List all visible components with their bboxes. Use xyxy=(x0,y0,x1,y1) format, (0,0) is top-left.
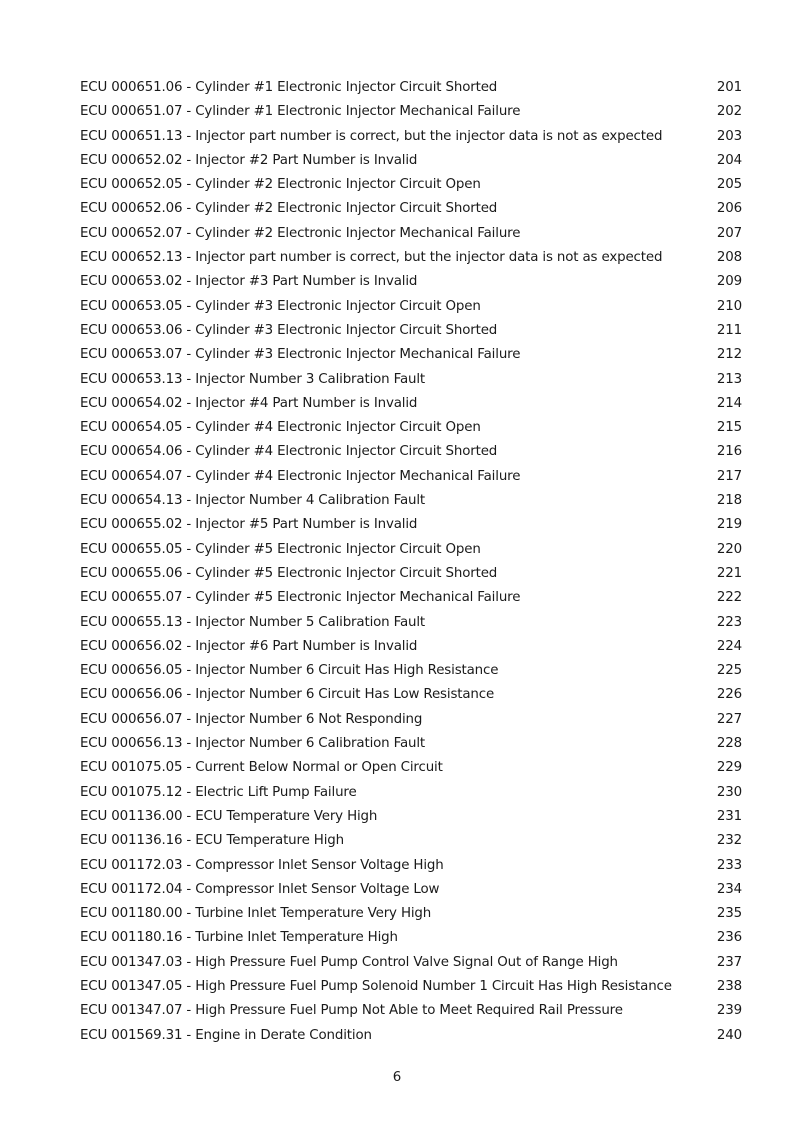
toc-entry-title: ECU 001136.00 - ECU Temperature Very High xyxy=(80,808,378,824)
toc-entry-page: 222 xyxy=(716,590,742,606)
toc-entry[interactable] xyxy=(80,635,742,659)
toc-entry-title: ECU 000652.06 - Cylinder #2 Electronic Injector Circuit Shorted xyxy=(80,201,498,217)
toc-entry-page: 214 xyxy=(716,395,742,411)
toc-entry-page: 237 xyxy=(716,954,742,970)
toc-entry[interactable] xyxy=(80,708,742,732)
toc-entry[interactable] xyxy=(80,368,742,392)
toc-entry-page: 213 xyxy=(716,371,742,387)
toc-entry-page: 225 xyxy=(716,663,742,679)
toc-entry[interactable] xyxy=(80,902,742,926)
toc-entry-page: 204 xyxy=(716,152,742,168)
toc-entry-title: ECU 000651.06 - Cylinder #1 Electronic Injector Circuit Shorted xyxy=(80,80,498,95)
toc-entry-title: ECU 000656.06 - Injector Number 6 Circuit Has Low Resistance xyxy=(80,687,495,703)
toc-entry[interactable] xyxy=(80,489,742,513)
toc-entry[interactable] xyxy=(80,319,742,343)
toc-entry-title: ECU 000653.02 - Injector #3 Part Number is Invalid xyxy=(80,274,418,290)
toc-entry-title: ECU 001172.04 - Compressor Inlet Sensor Voltage Low xyxy=(80,881,440,897)
toc-entry-page: 202 xyxy=(716,104,742,120)
toc-entry[interactable] xyxy=(80,829,742,853)
toc-entry[interactable] xyxy=(80,465,742,489)
toc-entry[interactable] xyxy=(80,611,742,635)
toc-entry-title: ECU 000652.07 - Cylinder #2 Electronic Injector Mechanical Failure xyxy=(80,225,521,241)
toc-entry-title: ECU 000653.06 - Cylinder #3 Electronic Injector Circuit Shorted xyxy=(80,322,498,338)
toc-entry-page: 235 xyxy=(716,906,742,922)
toc-entry-page: 210 xyxy=(716,298,742,314)
page-number: 6 xyxy=(392,1070,402,1085)
toc-entry-page: 203 xyxy=(716,128,742,144)
toc-entry-title: ECU 000651.07 - Cylinder #1 Electronic Injector Mechanical Failure xyxy=(80,104,521,120)
toc-entry[interactable] xyxy=(80,392,742,416)
toc-entry-title: ECU 001347.07 - High Pressure Fuel Pump Not Able to Meet Required Rail Pressure xyxy=(80,1003,623,1019)
toc-entry-page: 234 xyxy=(716,881,742,897)
toc-entry[interactable] xyxy=(80,756,742,780)
toc-entry-title: ECU 000652.05 - Cylinder #2 Electronic Injector Circuit Open xyxy=(80,177,481,193)
toc-entry-title: ECU 001075.12 - Electric Lift Pump Failure xyxy=(80,784,357,800)
toc-entry-title: ECU 000655.05 - Cylinder #5 Electronic Injector Circuit Open xyxy=(80,541,481,557)
toc-entry[interactable] xyxy=(80,683,742,707)
toc-entry-title: ECU 000655.07 - Cylinder #5 Electronic Injector Mechanical Failure xyxy=(80,590,521,606)
toc-entry[interactable] xyxy=(80,197,742,221)
toc-entry-page: 219 xyxy=(716,517,742,533)
toc-entry-page: 201 xyxy=(716,80,742,95)
toc-entry[interactable] xyxy=(80,878,742,902)
toc-entry-page: 206 xyxy=(716,201,742,217)
toc-entry[interactable] xyxy=(80,926,742,950)
toc-entry-title: ECU 001172.03 - Compressor Inlet Sensor Voltage High xyxy=(80,857,444,873)
toc-entry-title: ECU 001075.05 - Current Below Normal or Open Circuit xyxy=(80,760,443,776)
toc-entry-title: ECU 000652.02 - Injector #2 Part Number is Invalid xyxy=(80,152,418,168)
toc-entry-page: 215 xyxy=(716,420,742,436)
toc-entry-page: 207 xyxy=(716,225,742,241)
toc-entry-page: 209 xyxy=(716,274,742,290)
toc-entry-page: 223 xyxy=(716,614,742,630)
toc-entry[interactable] xyxy=(80,586,742,610)
toc-entry[interactable] xyxy=(80,1024,742,1048)
toc-entry[interactable] xyxy=(80,270,742,294)
toc-entry[interactable] xyxy=(80,125,742,149)
toc-entry-title: ECU 000655.06 - Cylinder #5 Electronic Injector Circuit Shorted xyxy=(80,565,498,581)
toc-entry-page: 224 xyxy=(716,638,742,654)
toc-entry[interactable] xyxy=(80,659,742,683)
toc-entry[interactable] xyxy=(80,538,742,562)
toc-entry-title: ECU 000652.13 - Injector part number is correct, but the injector data is not as expected xyxy=(80,250,663,266)
toc-entry-title: ECU 001180.00 - Turbine Inlet Temperature Very High xyxy=(80,906,432,922)
toc-entry-page: 221 xyxy=(716,565,742,581)
toc-entry[interactable] xyxy=(80,100,742,124)
toc-entry[interactable] xyxy=(80,732,742,756)
toc-entry-title: ECU 000654.07 - Cylinder #4 Electronic Injector Mechanical Failure xyxy=(80,468,521,484)
toc-entry-page: 211 xyxy=(716,322,742,338)
toc-entry-title: ECU 000653.13 - Injector Number 3 Calibration Fault xyxy=(80,371,426,387)
toc-entry-title: ECU 000656.07 - Injector Number 6 Not Responding xyxy=(80,711,423,727)
toc-entry-title: ECU 000653.05 - Cylinder #3 Electronic Injector Circuit Open xyxy=(80,298,481,314)
toc-entry-title: ECU 000656.02 - Injector #6 Part Number is Invalid xyxy=(80,638,418,654)
toc-entry[interactable] xyxy=(80,222,742,246)
toc-entry[interactable] xyxy=(80,149,742,173)
toc-entry[interactable] xyxy=(80,76,742,100)
toc-entry-page: 205 xyxy=(716,177,742,193)
toc-entry-page: 240 xyxy=(716,1027,742,1043)
toc-entry-title: ECU 000656.13 - Injector Number 6 Calibration Fault xyxy=(80,736,426,752)
toc-entry-title: ECU 001136.16 - ECU Temperature High xyxy=(80,833,344,849)
toc-entry-page: 217 xyxy=(716,468,742,484)
toc-entry-page: 231 xyxy=(716,808,742,824)
toc-entry-page: 227 xyxy=(716,711,742,727)
toc-entry-title: ECU 001569.31 - Engine in Derate Condition xyxy=(80,1027,372,1043)
toc-entry[interactable] xyxy=(80,295,742,319)
toc-entry[interactable] xyxy=(80,343,742,367)
toc-entry[interactable] xyxy=(80,173,742,197)
toc-entry-title: ECU 001347.03 - High Pressure Fuel Pump Control Valve Signal Out of Range High xyxy=(80,954,618,970)
toc-entry-page: 226 xyxy=(716,687,742,703)
toc-entry-page: 220 xyxy=(716,541,742,557)
toc-entry-title: ECU 000654.02 - Injector #4 Part Number is Invalid xyxy=(80,395,418,411)
toc-entry-page: 230 xyxy=(716,784,742,800)
toc-entry-page: 238 xyxy=(716,978,742,994)
toc-entry[interactable] xyxy=(80,246,742,270)
toc-entry-title: ECU 001180.16 - Turbine Inlet Temperature High xyxy=(80,930,398,946)
toc-entry[interactable] xyxy=(80,562,742,586)
toc-entry[interactable] xyxy=(80,781,742,805)
toc-entry-page: 233 xyxy=(716,857,742,873)
toc-entry[interactable] xyxy=(80,805,742,829)
toc-entry[interactable] xyxy=(80,951,742,975)
toc-entry-title: ECU 000654.06 - Cylinder #4 Electronic Injector Circuit Shorted xyxy=(80,444,498,460)
toc-entry-title: ECU 000655.13 - Injector Number 5 Calibration Fault xyxy=(80,614,426,630)
toc-entry-page: 236 xyxy=(716,930,742,946)
toc-entry[interactable] xyxy=(80,513,742,537)
toc-entry-page: 208 xyxy=(716,250,742,266)
toc-entry-page: 216 xyxy=(716,444,742,460)
toc-entry-title: ECU 000653.07 - Cylinder #3 Electronic Injector Mechanical Failure xyxy=(80,347,521,363)
toc-entry[interactable] xyxy=(80,975,742,999)
toc-entry[interactable] xyxy=(80,440,742,464)
toc-entry-page: 229 xyxy=(716,760,742,776)
toc-entry-page: 218 xyxy=(716,493,742,509)
toc-entry[interactable] xyxy=(80,854,742,878)
toc-entry-title: ECU 000654.13 - Injector Number 4 Calibration Fault xyxy=(80,493,426,509)
toc-entry-page: 212 xyxy=(716,347,742,363)
toc-entry-title: ECU 000654.05 - Cylinder #4 Electronic Injector Circuit Open xyxy=(80,420,481,436)
toc-entry-page: 232 xyxy=(716,833,742,849)
table-of-contents xyxy=(80,76,742,1048)
toc-entry-title: ECU 001347.05 - High Pressure Fuel Pump Solenoid Number 1 Circuit Has High Resistance xyxy=(80,978,672,994)
toc-entry-title: ECU 000655.02 - Injector #5 Part Number is Invalid xyxy=(80,517,418,533)
toc-entry[interactable] xyxy=(80,999,742,1023)
toc-entry-page: 239 xyxy=(716,1003,742,1019)
toc-entry[interactable] xyxy=(80,416,742,440)
toc-entry-page: 228 xyxy=(716,736,742,752)
toc-entry-title: ECU 000651.13 - Injector part number is correct, but the injector data is not as expected xyxy=(80,128,663,144)
toc-entry-title: ECU 000656.05 - Injector Number 6 Circuit Has High Resistance xyxy=(80,663,499,679)
